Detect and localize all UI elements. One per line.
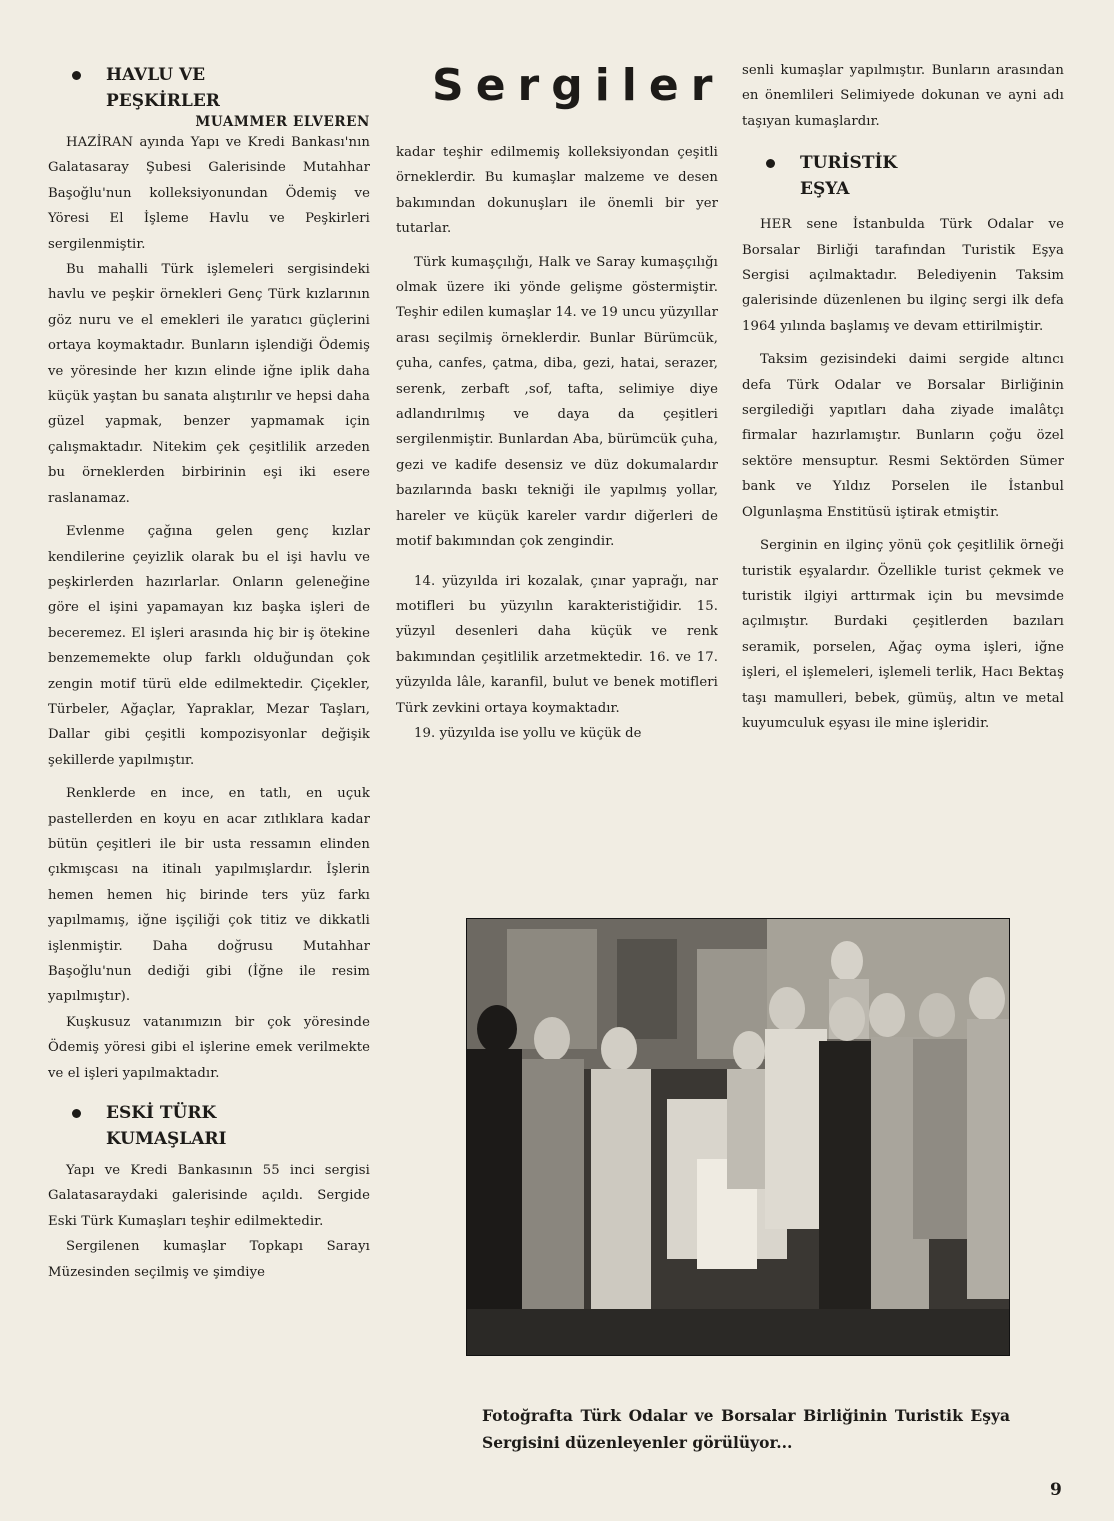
right-column <box>742 0 1064 736</box>
photo-caption: Fotoğrafta Türk Odalar ve Borsalar Birliğinin Turistik Eşya Sergisini düzenleyenler görülüyor... <box>482 1406 1010 1452</box>
paragraph <box>396 569 718 721</box>
paragraph-text: Serginin en ilginç yönü çok çeşitlilik örneği turistik eşyalardır. Özellikle turist çekmek ve turistik ilgiyi arttırmak için bu mevsimde açılmıştır. Burdaki çeşitlerden bazıları seramik, porselen, Ağaç oyma işleri, iğne işleri, el işlemeleri, işlemeli terlik, Hacı Bektaş taşı mamulleri, bebek, gümüş, altın ve metal kuyumculuk eşyası ile mine işleridir. <box>742 538 1064 731</box>
paragraph-text: senli kumaşlar yapılmıştır. Bunların arasından en önemlileri Selimiyede dokunan ve ayni adı taşıyan kumaşlardır. <box>742 63 1064 129</box>
bullet-icon <box>766 159 775 168</box>
heading-line: HAVLU VE <box>106 65 206 85</box>
exhibition-photo <box>466 918 1010 1356</box>
paragraph-text: 19. yüzyılda ise yollu ve küçük de <box>414 725 642 741</box>
paragraph-text: HER sene İstanbulda Türk Odalar ve Borsalar Birliği tarafından Turistik Eşya Sergisi açılmaktadır. Belediyenin Taksim galerisinde düzenlenen bu ilginç sergi ilk defa 1964 yılında başlamış ve devam ettirilmiştir. <box>742 217 1064 334</box>
paragraph <box>48 519 370 773</box>
paragraph <box>396 140 718 242</box>
photo-illustration <box>467 919 1009 1355</box>
heading-line: KUMAŞLARI <box>106 1129 227 1150</box>
paragraph-text: Bu mahalli Türk işlemeleri sergisindeki havlu ve peşkir örnekleri Genç Türk kızlarının göz nuru ve el emekleri ile yaratıcı güçlerini ortaya koymaktadır. Bunların işlendiği Ödemiş ve yöresinde her kızın elinde iğne iplik daha küçük yaştan bu sanata alıştırılır ve hepsi daha güzel yapmak, benzer yapmamak için çalışmaktadır. Nitekim çek çeşitlilik arzeden bu örneklerden birbirinin eşi iki esere raslanamaz. <box>48 262 370 506</box>
paragraph <box>48 1010 370 1086</box>
paragraph <box>396 721 718 746</box>
paragraph <box>48 257 370 511</box>
heading-line: TURİSTİK <box>800 153 898 174</box>
paragraph-text: HAZİRAN ayında Yapı ve Kredi Bankası'nın Galatasaray Şubesi Galerisinde Mutahhar Başoğlu'nun kolleksiyonundan Ödemiş ve Yöresi El İşleme Havlu ve Peşkirleri sergilenmiştir. <box>48 135 370 252</box>
paragraph <box>742 533 1064 736</box>
paragraph <box>48 130 370 257</box>
left-column <box>48 0 370 1285</box>
heading-eski-turk-kumaslari <box>48 1100 370 1152</box>
paragraph <box>48 1234 370 1285</box>
paragraph-text: 14. yüzyılda iri kozalak, çınar yaprağı, nar motifleri bu yüzyılın karakteristiğidir. 15. yüzyıl desenleri daha küçük ve renk bakımından çeşitlilik arzetmektedir. 16. ve 17. yüzyılda lâle, karanfil, bulut ve benek motifleri Türk zevkini ortaya koymaktadır. <box>396 573 718 716</box>
page-title: Sergiler <box>432 60 725 111</box>
paragraph-text: Kuşkusuz vatanımızın bir çok yöresinde Ödemiş yöresi gibi el işlerine emek verilmekte ve el işleri yapılmaktadır. <box>48 1014 370 1081</box>
author-byline: MUAMMER ELVEREN <box>195 114 370 130</box>
paragraph-text: Taksim gezisindeki daimi sergide altıncı defa Türk Odalar ve Borsalar Birliğinin sergilediği yapıtları daha ziyade imalâtçı firmalar hazırlamıştır. Bunların çoğu özel sektöre mensuptur. Resmi Sektörden Sümer bank ve Yıldız Porselen ile İstanbul Olgunlaşma Enstitüsü iştirak etmiştir. <box>742 352 1064 520</box>
paragraph <box>48 1158 370 1234</box>
paragraph-text: Yapı ve Kredi Bankasının 55 inci sergisi Galatasaraydaki galerisinde açıldı. Sergide Eski Türk Kumaşları teşhir edilmektedir. <box>48 1163 370 1229</box>
paragraph <box>742 212 1064 339</box>
bullet-icon <box>72 71 81 80</box>
paragraph <box>742 347 1064 525</box>
heading-line: PEŞKİRLER <box>106 91 220 111</box>
heading-line: ESKİ TÜRK <box>106 1103 217 1124</box>
bullet-icon <box>72 1109 81 1118</box>
paragraph-text: Türk kumaşçılığı, Halk ve Saray kumaşçılığı olmak üzere iki yönde gelişme göstermiştir. Teşhir edilen kumaşlar 14. ve 19 uncu yüzyıllar arası seçilmiş örneklerdir. Bunlar Bürümcük, çuha, canfes, çatma, diba, gezi, hatai, serazer, serenk, zerbaft ,sof, tafta, selimiye diye adlandırılmış ve daya da çeşitleri sergilenmiştir. Bunlardan Aba, bürümcük çuha, gezi ve kadife desensiz ve düz dokumalardır bazılarında baskı tekniği ile yapılmış yollar, hareler ve küçük kareler vardır diğerleri de motif bakımından çok zengindir. <box>396 254 718 550</box>
page-number: 9 <box>1050 1480 1062 1500</box>
middle-column <box>396 0 725 746</box>
paragraph <box>396 250 718 555</box>
heading-line: EŞYA <box>800 179 850 200</box>
paragraph-text: Sergilenen kumaşlar Topkapı Sarayı Müzesinden seçilmiş ve şimdiye <box>48 1239 370 1280</box>
paragraph-text: Evlenme çağına gelen genç kızlar kendilerine çeyizlik olarak bu el işi havlu ve peşkirlerden hazırlarlar. Onların geleneğine göre el işini yapamayan kız başka işleri de beceremez. El işleri arasında hiç bir iş ötekine benzememekte olup farklı olduğundan çok zengin motif türü elde edilmektedir. Çiçekler, Türbeler, Ağaçlar, Yapraklar, Mezar Taşları, Dallar gibi çeşitli kompozisyonlar değişik şekillerde yapılmıştır. <box>48 524 370 768</box>
heading-turistik-esya <box>742 150 1064 202</box>
paragraph-text: Renklerde en ince, en tatlı, en uçuk pastellerden en koyu en acar zıtlıklara kadar bütün çeşitleri ile bir usta ressamın elinden çıkmışcası na itinalı yapılmışlardır. İşlerin hemen hemen hiç birinde ters yüz farkı yapılmamış, iğne işçiliği çok titiz ve dikkatli işlenmiştir. Daha doğrusu Mutahhar Başoğlu'nun dediği gibi (İğne ile resim yapılmıştır). <box>48 786 370 1005</box>
paragraph-text: kadar teşhir edilmemiş kolleksiyondan çeşitli örneklerdir. Bu kumaşlar malzeme ve desen bakımından dokunuşları ile önemli bir yer tutarlar. <box>396 145 718 237</box>
paragraph <box>48 781 370 1010</box>
paragraph <box>742 58 1064 134</box>
heading-havlu-peskirler <box>48 62 370 114</box>
